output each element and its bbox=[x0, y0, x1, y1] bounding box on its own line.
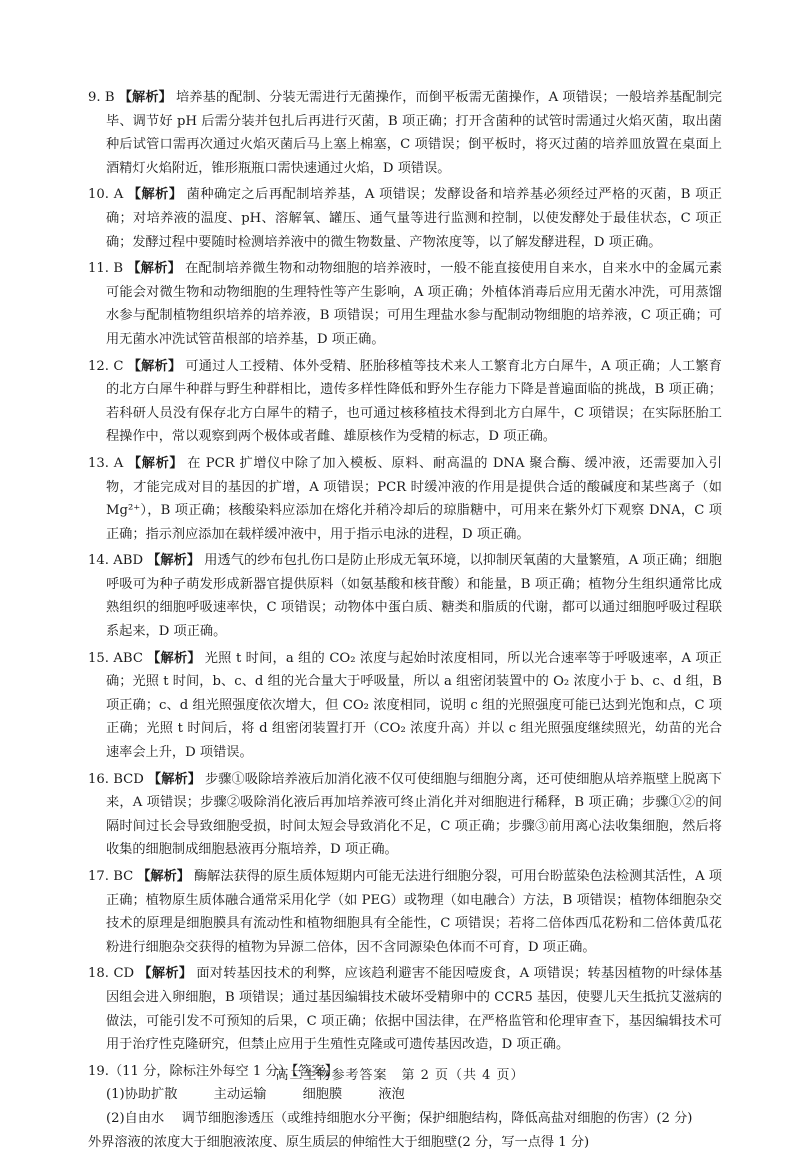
analysis-text: 用透气的纱布包扎伤口是防止形成无氧环境，以抑制厌氧菌的大量繁殖，A 项正确；细胞呼吸可为种子萌发形成新器官提供原料（如氨基酸和核苷酸）和能量，B 项正确；植物分生组织通常比成熟组织的细胞呼吸速率快，C 项错误；动物体中蛋白质、糖类和脂质的代谢，都可以通过细胞呼吸过程联系起来，D 项正确。 bbox=[106, 553, 722, 640]
answer-item bbox=[88, 257, 722, 351]
analysis-text: 步骤①吸除培养液后加消化液不仅可使细胞与细胞分离，还可使细胞从培养瓶壁上脱离下来，A 项错误；步骤②吸除消化液后再加培养液可终止消化并对细胞进行稀释，B 项正确；步骤①②的间隔时间过长会导致细胞受损，时间太短会导致消化不足，C 项正确；步骤③前用离心法收集细胞，然后将收集的细胞制成细胞悬液再分瓶培养，D 项正确。 bbox=[106, 771, 722, 858]
answer-item bbox=[88, 962, 722, 1056]
answer-choice: ABC bbox=[113, 650, 143, 666]
analysis-tag: 【解析】 bbox=[127, 261, 182, 277]
answer-item bbox=[88, 768, 722, 862]
answer-choice: C bbox=[113, 358, 124, 374]
answer-item bbox=[88, 183, 722, 254]
answer-list bbox=[88, 86, 722, 1057]
q19-blank-1: (1)协助扩散 bbox=[106, 1087, 178, 1103]
answer-choice: BCD bbox=[113, 771, 144, 787]
answer-choice: B bbox=[104, 90, 115, 105]
q19-line-2: (2)自由水 调节细胞渗透压（或维持细胞水分平衡；保护细胞结构，降低高盐对细胞的伤害）(2 分) bbox=[106, 1110, 693, 1126]
answer-choice: B bbox=[113, 261, 124, 277]
analysis-tag: 【解析】 bbox=[146, 650, 201, 666]
q19-blank-4: 液泡 bbox=[378, 1087, 405, 1103]
q19-line-1 bbox=[106, 1083, 722, 1107]
answer-number: 9. bbox=[88, 90, 101, 105]
answer-choice: BC bbox=[113, 869, 134, 884]
answer-choice: A bbox=[113, 187, 124, 203]
analysis-text: 在配制培养微生物和动物细胞的培养液时，一般不能直接使用自来水，自来水中的金属元素可能会对微生物和动物细胞的生理特性等产生影响，A 项正确；外植体消毒后应用无菌水冲洗，可用蒸馏水参与配制植物组织培养的培养液，B 项错误；可用生理盐水参与配制动物细胞的培养液，C 项正确；可用无菌水冲洗试管苗根部的培养基，D 项正确。 bbox=[106, 261, 723, 347]
answer-number: 17. bbox=[88, 869, 109, 884]
analysis-text: 光照 t 时间，a 组的 CO₂ 浓度与起始时浓度相同，所以光合速率等于呼吸速率，A 项正确；光照 t 时间，b、c、d 组的光合量大于呼吸量，所以 a 组密闭装置中的 O₂ 浓度小于 b、c、d 组，B 项正确；c、d 组光照强度依次增大，但 CO₂ 浓度相同，说明 c 组的光照强度可能已达到光饱和点，C 项正确；光照 t 时间后，将 d 组密闭装置打开（CO₂ 浓度升高）并以 c 组光照强度继续照光，幼苗的光合速率会上升，D 项错误。 bbox=[106, 650, 722, 761]
answer-number: 18. bbox=[88, 966, 109, 982]
q19-blank-3: 细胞膜 bbox=[302, 1087, 343, 1103]
answer-number: 12. bbox=[88, 358, 109, 374]
analysis-tag: 【解析】 bbox=[127, 358, 182, 374]
analysis-tag: 【解析】 bbox=[118, 90, 172, 105]
page-footer: 高二生物参考答案 第 2 页（共 4 页） bbox=[275, 1068, 525, 1083]
answer-item bbox=[88, 355, 722, 449]
answer-number: 10. bbox=[88, 187, 109, 203]
answer-choice: ABD bbox=[113, 553, 144, 569]
answer-item bbox=[88, 865, 722, 959]
answer-number: 15. bbox=[88, 650, 109, 666]
q19-heading: 19.（11 分，除标注外每空 1 分）【答案】 bbox=[88, 1063, 338, 1079]
answer-choice: A bbox=[113, 455, 124, 471]
analysis-text: 在 PCR 扩增仪中除了加入模板、原料、耐高温的 DNA 聚合酶、缓冲液，还需要加入引物，才能完成对目的基因的扩增，A 项错误；PCR 时缓冲液的作用是提供合适的酸碱度和某些离子（如 Mg²⁺），B 项正确；核酸染料应添加在熔化并稍冷却后的琼脂糖中，可用来在紫外灯下观察 DNA，C 项正确；指示剂应添加在载样缓冲液中，用于指示电泳的进程，D 项正确。 bbox=[106, 455, 722, 542]
analysis-tag: 【解析】 bbox=[147, 771, 201, 787]
answer-number: 14. bbox=[88, 553, 109, 569]
q19-line-3: 外界溶液的浓度大于细胞液浓度、原生质层的伸缩性大于细胞壁(2 分，写一点得 1 分) bbox=[88, 1134, 590, 1150]
analysis-tag: 【解析】 bbox=[127, 187, 183, 203]
analysis-text: 可通过人工授精、体外受精、胚胎移植等技术来人工繁育北方白犀牛，A 项正确；人工繁育的北方白犀牛种群与野生种群相比，遗传多样性降低和野外生存能力下降是普遍面临的挑战，B 项正确；若科研人员没有保存北方白犀牛的精子，也可通过核移植技术得到北方白犀牛，C 项错误；在实际胚胎工程操作中，常以观察到两个极体或者雌、雄原核作为受精的标志，D 项正确。 bbox=[106, 358, 722, 445]
analysis-text: 面对转基因技术的利弊，应该趋利避害不能因噎废食，A 项错误；转基因植物的叶绿体基因组会进入卵细胞，B 项错误；通过基因编辑技术破坏受精卵中的 CCR5 基因，使婴儿天生抵抗艾滋病的做法，可能引发不可预知的后果，C 项正确；依据中国法律，在严格监管和伦理审查下，基因编辑技术可用于治疗性克隆研究，但禁止应用于生殖性克隆或可遗传基因改造，D 项正确。 bbox=[106, 966, 723, 1053]
answer-number: 11. bbox=[88, 261, 109, 277]
analysis-tag: 【解析】 bbox=[138, 966, 193, 982]
answer-item bbox=[88, 86, 722, 180]
answer-item bbox=[88, 647, 722, 765]
answer-choice: CD bbox=[113, 966, 135, 982]
answer-number: 16. bbox=[88, 771, 109, 787]
q19-blank-2: 主动运输 bbox=[213, 1087, 267, 1103]
analysis-text: 酶解法获得的原生质体短期内可能无法进行细胞分裂，可用台盼蓝染色法检测其活性，A 项正确；植物原生质体融合通常采用化学（如 PEG）或物理（如电融合）方法，B 项错误；植物体细胞杂交技术的原理是细胞膜具有流动性和植物细胞具有全能性，C 项错误；若将二倍体西瓜花粉和二倍体黄瓜花粉进行细胞杂交获得的植物为异源二倍体，因不含同源染色体而不可育，D 项正确。 bbox=[106, 869, 722, 955]
analysis-text: 培养基的配制、分装无需进行无菌操作，而倒平板需无菌操作，A 项错误；一般培养基配制完毕、调节好 pH 后需分装并包扎后再进行灭菌，B 项正确；打开含菌种的试管时需通过火焰灭菌，取出菌种后试管口需再次通过火焰灭菌后马上塞上棉塞，C 项错误；倒平板时，将灭过菌的培养皿放置在桌面上酒精灯火焰附近，锥形瓶瓶口需快速通过火焰，D 项错误。 bbox=[106, 90, 722, 176]
analysis-text: 菌种确定之后再配制培养基，A 项错误；发酵设备和培养基必须经过严格的灭菌，B 项正确；对培养液的温度、pH、溶解氧、罐压、通气量等进行监测和控制，以使发酵处于最佳状态，C 项正确；发酵过程中要随时检测培养液中的微生物数量、产物浓度等，以了解发酵进程，D 项正确。 bbox=[106, 187, 722, 250]
analysis-tag: 【解析】 bbox=[127, 455, 184, 471]
answer-number: 13. bbox=[88, 455, 109, 471]
answer-item bbox=[88, 549, 722, 643]
analysis-tag: 【解析】 bbox=[137, 869, 190, 884]
analysis-tag: 【解析】 bbox=[147, 553, 201, 569]
answer-item bbox=[88, 452, 722, 546]
